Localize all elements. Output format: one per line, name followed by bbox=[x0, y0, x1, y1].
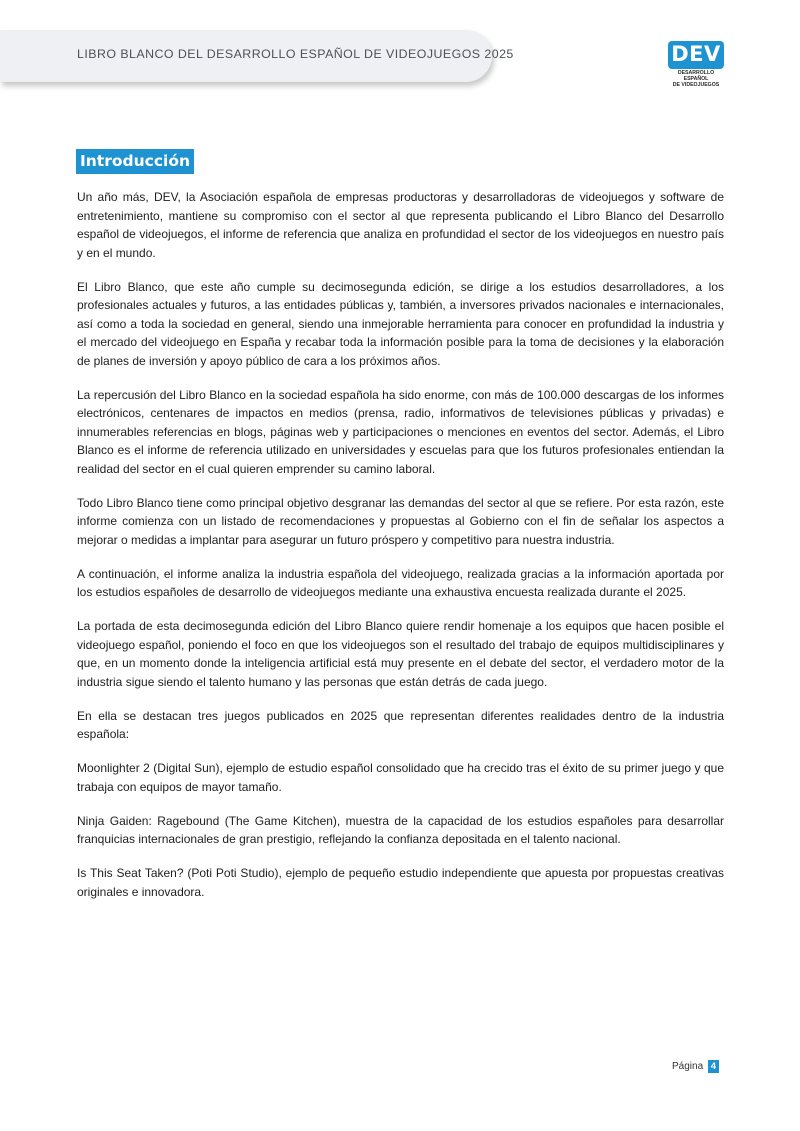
paragraph: Is This Seat Taken? (Poti Poti Studio), ejemplo de pequeño estudio independiente que apuesta por propuestas creativas originales e innovadora. bbox=[77, 866, 724, 899]
page-number bbox=[672, 1060, 719, 1074]
paragraph: Ninja Gaiden: Ragebound (The Game Kitchen), muestra de la capacidad de los estudios españoles para desarrollar franquicias internacionales de gran prestigio, reflejando la confianza depositada en el talento nacional. bbox=[77, 813, 724, 846]
body-text bbox=[77, 188, 724, 917]
page-number-box: 4 bbox=[708, 1060, 719, 1073]
page-label: Página bbox=[672, 1061, 704, 1072]
dev-logo-subtitle bbox=[668, 70, 724, 88]
paragraph: El Libro Blanco, que este año cumple su decimosegunda edición, se dirige a los estudios desarrolladores, a los profesionales actuales y futuros, a las entidades públicas y, también, a inversores privados nacionales e internacionales, así como a toda la sociedad en general, siendo una inmejorable herramienta para conocer en profundidad la industria y el mercado del videojuego en España y recabar toda la información posible para la toma de decisiones y la elaboración de planes de inversión y apoyo público de cara a los próximos años. bbox=[77, 279, 724, 368]
paragraph: La portada de esta decimosegunda edición del Libro Blanco quiere rendir homenaje a los equipos que hacen posible el videojuego español, poniendo el foco en que los videojuegos son el resultado del trabajo de equipos multidisciplinares y que, en un momento donde la inteligencia artificial está muy presente en el debate del sector, el verdadero motor de la industria sigue siendo el talento humano y las personas que están detrás de cada juego. bbox=[77, 619, 724, 689]
dev-logo-subtitle-line1: DESARROLLO ESPAÑOL bbox=[677, 70, 715, 82]
paragraph: La repercusión del Libro Blanco en la sociedad española ha sido enorme, con más de 100.000 descargas de los informes electrónicos, centenares de impactos en medios (prensa, radio, informativos de televisiones públicas y privadas) e innumerables referencias en blogs, páginas web y participaciones o menciones en eventos del sector. Además, el Libro Blanco es el informe de referencia utilizado en universidades y escuelas para que los futuros profesionales entiendan la realidad del sector en el cual quieren emprender su camino laboral. bbox=[77, 387, 724, 476]
dev-logo bbox=[668, 41, 724, 88]
dev-logo-subtitle-line2: DE VIDEOJUEGOS bbox=[672, 82, 720, 88]
paragraph: Moonlighter 2 (Digital Sun), ejemplo de estudio español consolidado que ha crecido tras el éxito de su primer juego y que trabaja con equipos de mayor tamaño. bbox=[77, 761, 724, 794]
paragraph: Todo Libro Blanco tiene como principal objetivo desgranar las demandas del sector al que se refiere. Por esta razón, este informe comienza con un listado de recomendaciones y propuestas al Gobierno con el fin de señalar los aspectos a mejorar o medidas a implantar para asegurar un futuro próspero y competitivo para nuestra industria. bbox=[77, 495, 724, 547]
paragraph: A continuación, el informe analiza la industria española del videojuego, realizada gracias a la información aportada por los estudios españoles de desarrollo de videojuegos mediante una exhaustiva encuesta realizada durante el 2025. bbox=[77, 566, 724, 599]
paragraph: Un año más, DEV, la Asociación española de empresas productoras y desarrolladoras de videojuegos y software de entretenimiento, mantiene su compromiso con el sector al que representa publicando el Libro Blanco del Desarrollo español de videojuegos, el informe de referencia que analiza en profundidad el sector de los videojuegos en nuestro país y en el mundo. bbox=[77, 190, 724, 260]
section-heading: Introducción bbox=[76, 149, 194, 174]
dev-logo-letters: DEV bbox=[671, 42, 721, 66]
document-title: LIBRO BLANCO DEL DESARROLLO ESPAÑOL DE VIDEOJUEGOS 2025 bbox=[77, 47, 514, 61]
paragraph: En ella se destacan tres juegos publicados en 2025 que representan diferentes realidades dentro de la industria española: bbox=[77, 708, 724, 741]
